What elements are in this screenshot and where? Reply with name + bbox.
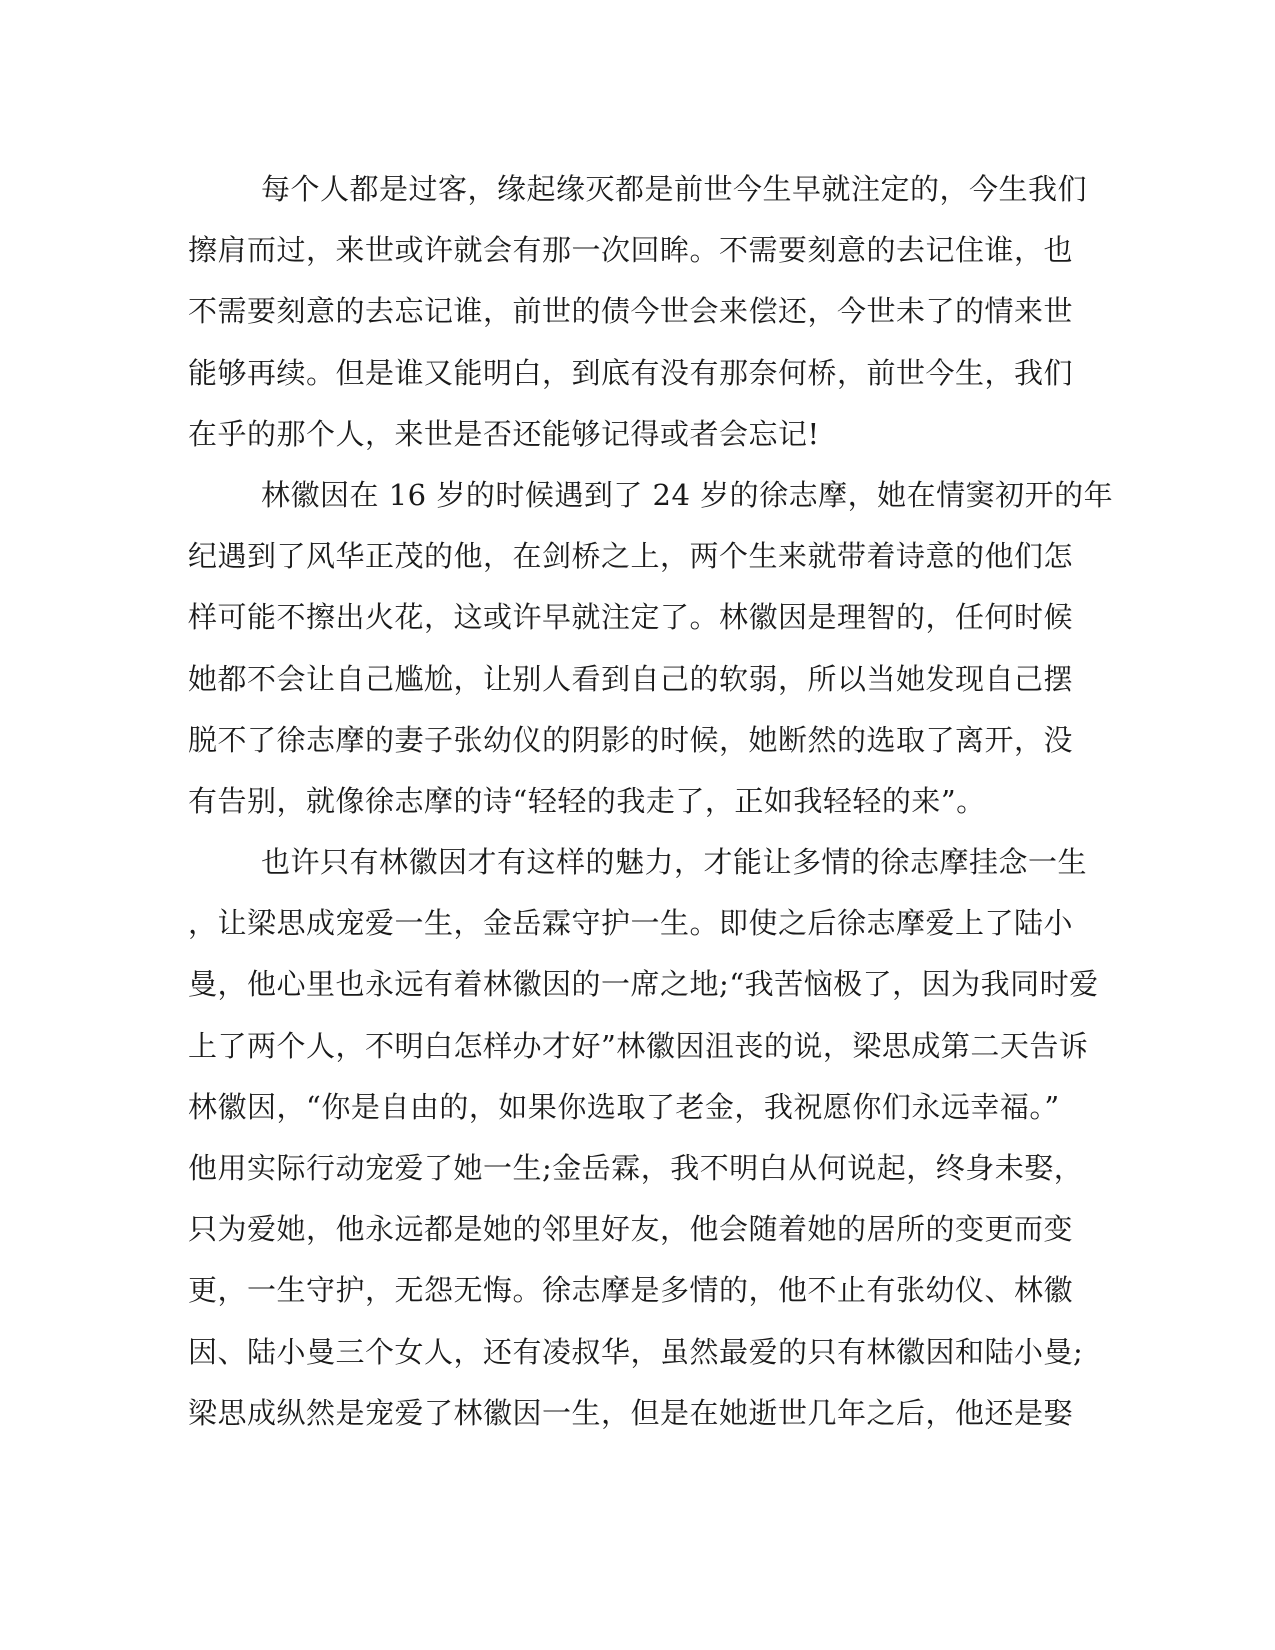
text-line: 有告别，就像徐志摩的诗“轻轻的我走了，正如我轻轻的来”。 [188, 783, 986, 818]
text-line: 梁思成纵然是宠爱了林徽因一生，但是在她逝世几年之后，他还是娶 [188, 1395, 1074, 1430]
text-line: 她都不会让自己尴尬，让别人看到自己的软弱，所以当她发现自己摆 [188, 661, 1074, 696]
paragraph-1 [188, 159, 1088, 465]
text-line: 脱不了徐志摩的妻子张幼仪的阴影的时候，她断然的选取了离开，没 [188, 722, 1074, 757]
text-line: 只为爱她，他永远都是她的邻里好友，他会随着她的居所的变更而变 [188, 1212, 1074, 1247]
text-line: 曼，他心里也永远有着林徽因的一席之地;“我苦恼极了，因为我同时爱 [188, 967, 1099, 1002]
text-line: 在乎的那个人，来世是否还能够记得或者会忘记! [188, 416, 820, 451]
paragraph-2 [188, 465, 1114, 832]
text-line: 林徽因，“你是自由的，如果你选取了老金，我祝愿你们永远幸福。” [188, 1089, 1060, 1124]
text-line: 纪遇到了风华正茂的他，在剑桥之上，两个生来就带着诗意的他们怎 [188, 539, 1074, 574]
text-line: 每个人都是过客，缘起缘灭都是前世今生早就注定的，今生我们 [261, 172, 1088, 206]
text-line: 因、陆小曼三个女人，还有凌叔华，虽然最爱的只有林徽因和陆小曼; [188, 1334, 1084, 1369]
paragraph-3 [188, 832, 1099, 1444]
text-line: 更，一生守护，无怨无悔。徐志摩是多情的，他不止有张幼仪、林徽 [188, 1273, 1074, 1308]
text-line: 上了两个人，不明白怎样办才好”林徽因沮丧的说，梁思成第二天告诉 [188, 1028, 1089, 1063]
text-line: 他用实际行动宠爱了她一生;金岳霖，我不明白从何说起，终身未娶， [188, 1151, 1084, 1185]
text-line: 林徽因在 16 岁的时候遇到了 24 岁的徐志摩，她在情窦初开的年 [261, 477, 1114, 512]
text-line: 不需要刻意的去忘记谁，前世的债今世会来偿还，今世未了的情来世 [188, 294, 1074, 329]
document-body [188, 159, 1114, 1444]
text-line: ，让梁思成宠爱一生，金岳霖守护一生。即使之后徐志摩爱上了陆小 [188, 906, 1074, 941]
text-line: 样可能不擦出火花，这或许早就注定了。林徽因是理智的，任何时候 [188, 600, 1074, 635]
text-line: 擦肩而过，来世或许就会有那一次回眸。不需要刻意的去记住谁，也 [188, 233, 1074, 268]
text-line: 能够再续。但是谁又能明白，到底有没有那奈何桥，前世今生，我们 [188, 355, 1074, 390]
text-line: 也许只有林徽因才有这样的魅力，才能让多情的徐志摩挂念一生 [261, 845, 1088, 880]
